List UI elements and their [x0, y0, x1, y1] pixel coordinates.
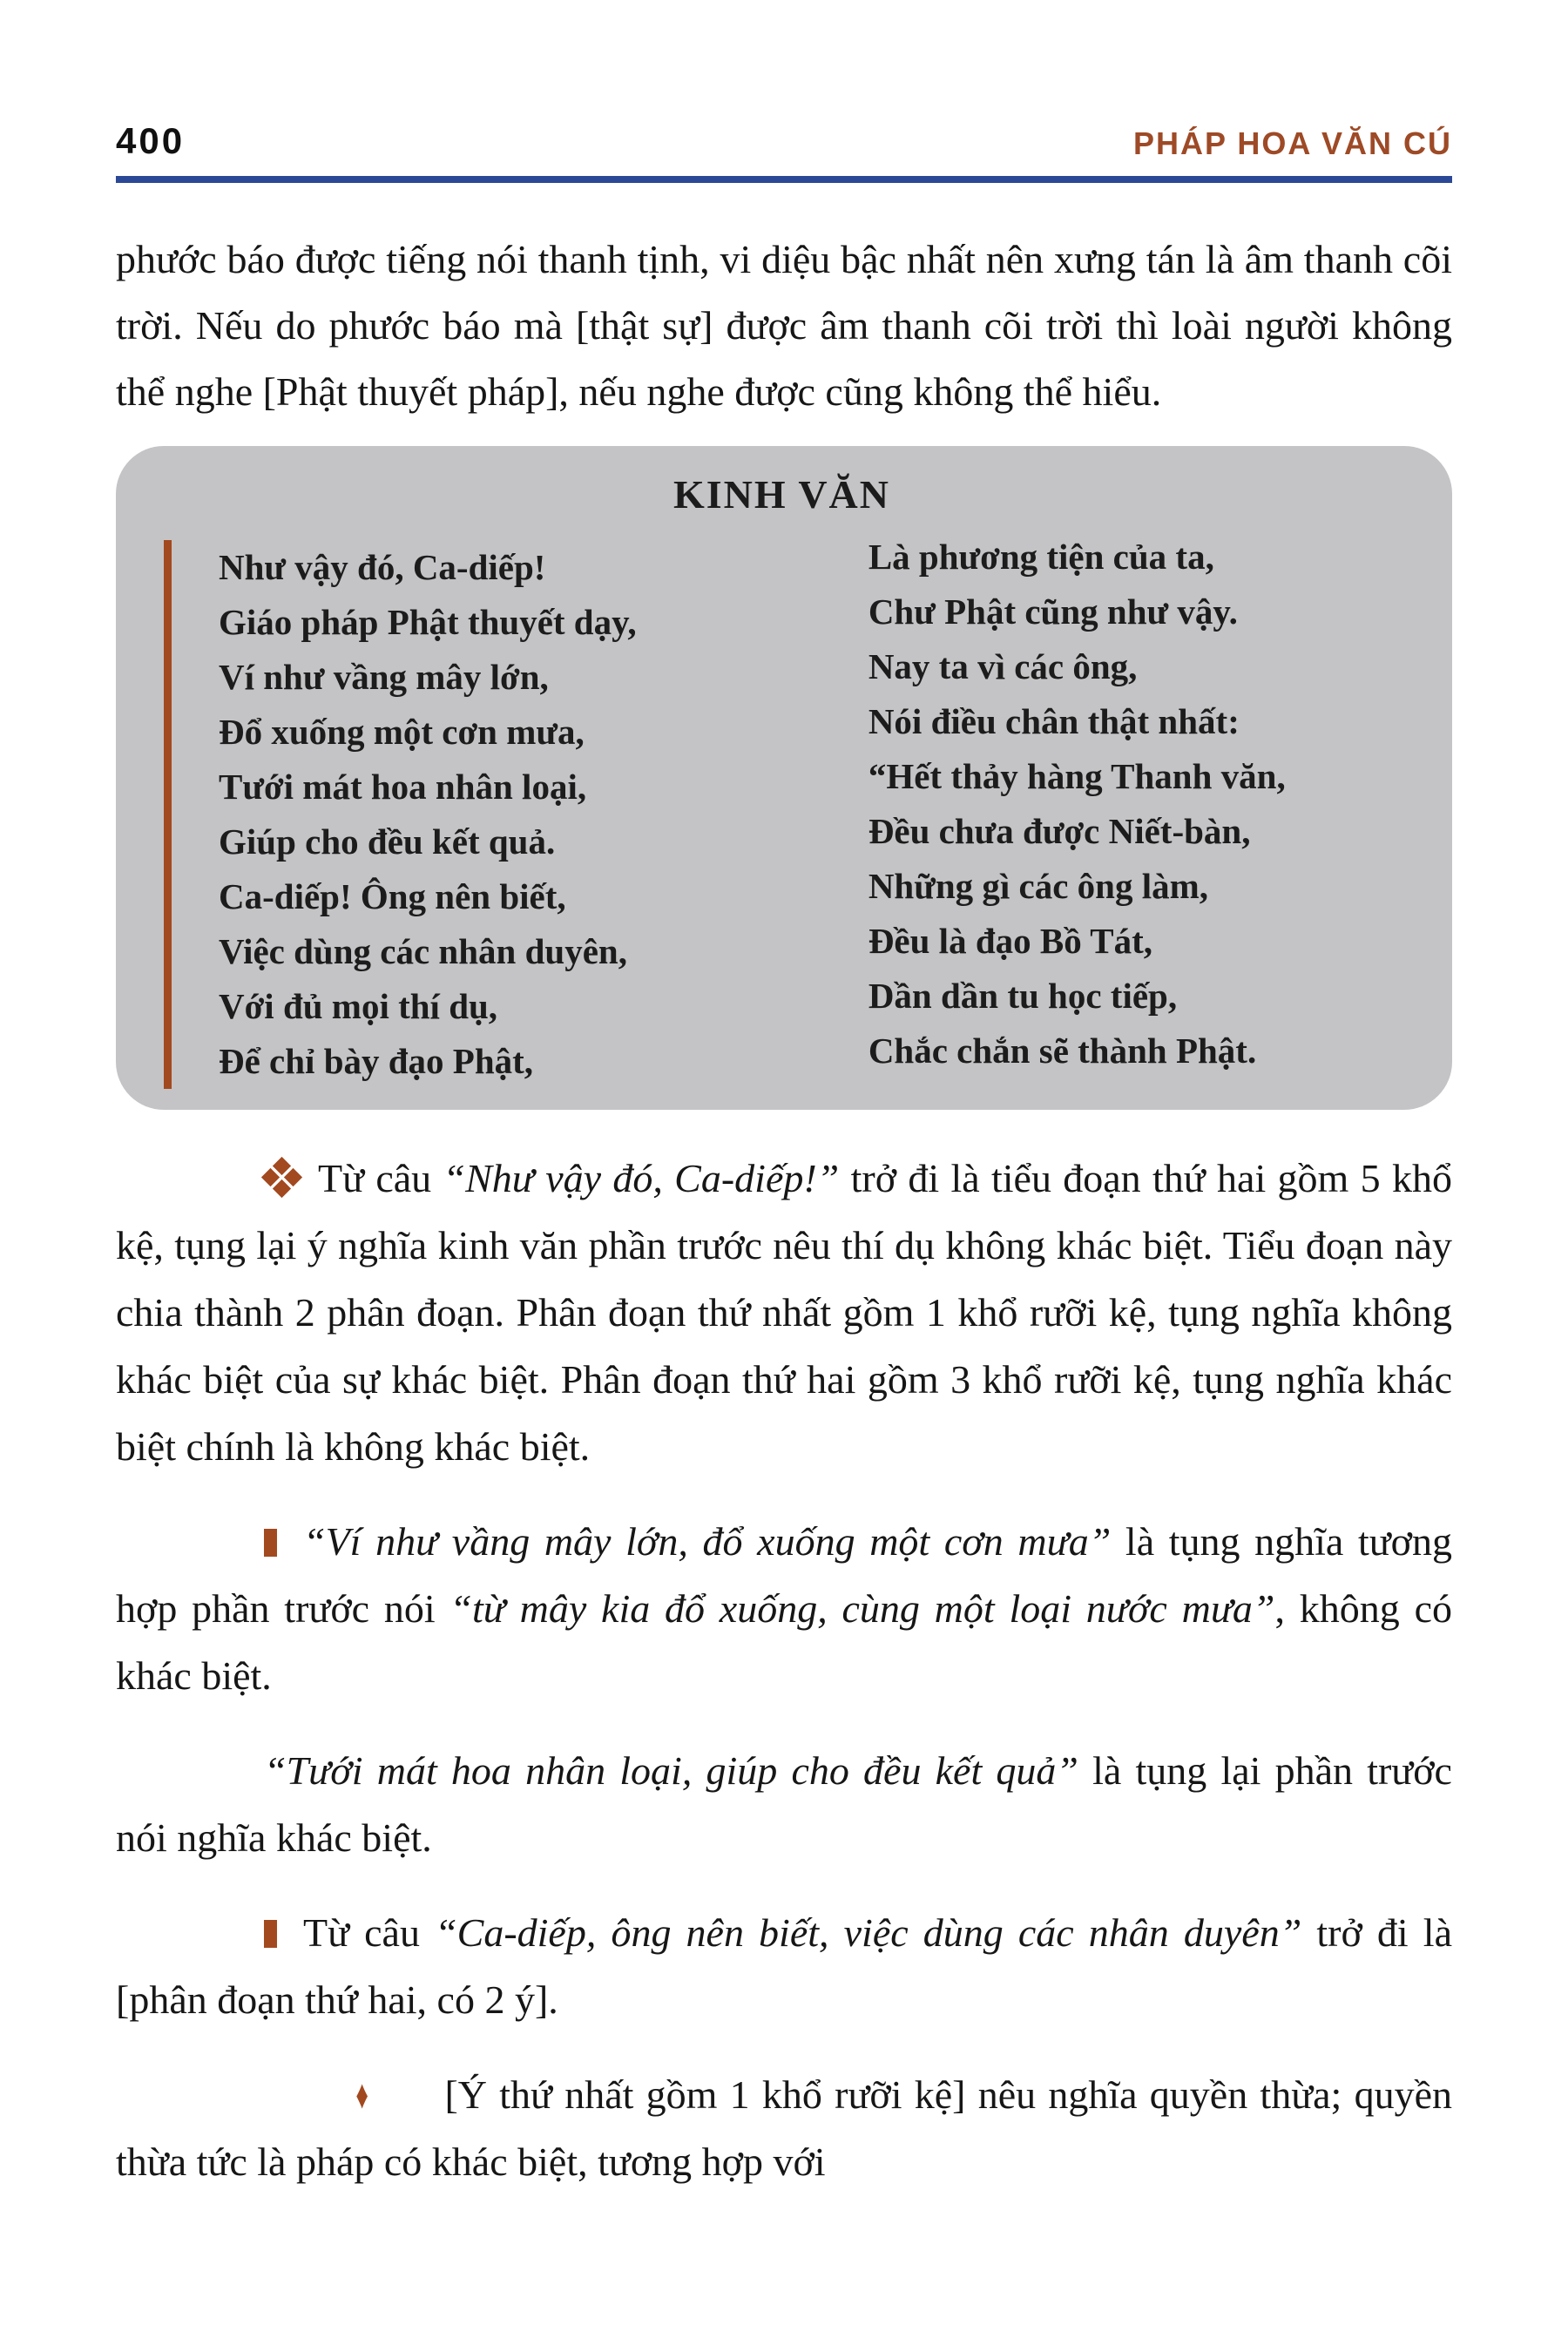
commentary-text: là tụng lại phần trước nói nghĩa khác biệt.	[116, 1748, 1452, 1860]
running-header	[116, 0, 1452, 183]
verse-line: Đều là đạo Bồ Tát,	[868, 921, 1152, 961]
sutra-quote-box	[116, 446, 1452, 1110]
verse-line: Là phương tiện của ta,	[868, 537, 1214, 577]
diamond-bullet-icon: ♦	[355, 2072, 368, 2117]
commentary-paragraph	[116, 1737, 1452, 1871]
page-content	[116, 0, 1452, 2195]
commentary-text: Từ câu	[303, 1910, 436, 1955]
sutra-box-title: KINH VĂN	[672, 472, 890, 517]
verse-line: Tưới mát hoa nhân loại,	[219, 767, 587, 807]
verse-right-lines	[868, 530, 1400, 1089]
commentary-text: trở đi là [phân đoạn thứ hai, có 2 ý].	[116, 1910, 1452, 2022]
commentary-paragraph	[116, 1508, 1452, 1709]
verse-line: Như vậy đó, Ca-diếp!	[219, 547, 546, 587]
square-bullet-icon	[264, 1920, 277, 1948]
commentary-section	[116, 1145, 1452, 2195]
commentary-paragraph	[116, 1899, 1452, 2033]
verse-line: Nói điều chân thật nhất:	[868, 701, 1240, 741]
quoted-italic-text: “từ mây kia đổ xuống, cùng một loại nước mưa”	[449, 1586, 1275, 1631]
four-diamond-bullet-icon	[264, 1159, 301, 1196]
verse-columns	[164, 537, 1400, 1089]
verse-left-lines	[219, 540, 868, 1089]
commentary-text: [Ý thứ nhất gồm 1 khổ rưỡi kệ] nêu nghĩa quyền thừa; quyền thừa tức là pháp có khác biệt, tương hợp với	[116, 2072, 1452, 2184]
verse-line: “Hết thảy hàng Thanh văn,	[868, 756, 1286, 796]
verse-line: Đổ xuống một cơn mưa,	[219, 712, 585, 752]
commentary-text: Từ câu	[318, 1156, 443, 1200]
verse-line: Chư Phật cũng như vậy.	[868, 591, 1238, 632]
commentary-text: là tụng nghĩa tương hợp phần trước nói	[116, 1519, 1452, 1631]
quoted-italic-text: “Như vậy đó, Ca-diếp!”	[443, 1156, 840, 1200]
commentary-text: , không có khác biệt.	[116, 1586, 1453, 1698]
running-title: PHÁP HOA VĂN CÚ	[1132, 125, 1452, 161]
quoted-italic-text: “Tưới mát hoa nhân loại, giúp cho đều kết quả”	[264, 1748, 1078, 1793]
verse-accent-bar	[164, 540, 172, 1089]
page-number: 400	[116, 120, 186, 161]
commentary-text: trở đi là tiểu đoạn thứ hai gồm 5 khổ kệ, tụng lại ý nghĩa kinh văn phần trước nêu thí dụ không khác biệt. Tiểu đoạn này chia thành 2 phân đoạn. Phân đoạn thứ nhất gồm 1 khổ rưỡi kệ, tụng nghĩa không khác biệt của sự khác biệt. Phân đoạn thứ hai gồm 3 khổ rưỡi kệ, tụng nghĩa khác biệt chính là không khác biệt.	[116, 1156, 1452, 1469]
verse-line: Ca-diếp! Ông nên biết,	[219, 876, 566, 916]
quoted-italic-text: “Ca-diếp, ông nên biết, việc dùng các nhân duyên”	[435, 1910, 1302, 1955]
verse-line: Đều chưa được Niết-bàn,	[868, 811, 1251, 851]
verse-line: Dần dần tu học tiếp,	[868, 976, 1178, 1016]
commentary-paragraph	[116, 1145, 1452, 1480]
verse-line: Những gì các ông làm,	[868, 866, 1209, 906]
verse-line: Chắc chắn sẽ thành Phật.	[868, 1031, 1257, 1071]
verse-line: Giáo pháp Phật thuyết dạy,	[219, 602, 637, 642]
verse-line: Để chỉ bày đạo Phật,	[219, 1041, 534, 1081]
square-bullet-icon	[264, 1529, 277, 1557]
verse-line: Nay ta vì các ông,	[868, 646, 1138, 686]
verse-line: Việc dùng các nhân duyên,	[219, 931, 627, 971]
verse-left-column	[164, 540, 868, 1089]
verse-line: Với đủ mọi thí dụ,	[219, 986, 498, 1026]
verse-line: Giúp cho đều kết quả.	[219, 821, 556, 862]
intro-paragraph: phước báo được tiếng nói thanh tịnh, vi diệu bậc nhất nên xưng tán là âm thanh cõi trời. Nếu do phước báo mà [thật sự] được âm thanh cõi trời thì loài người không thể nghe [Phật thuyết pháp], nếu nghe được cũng không thể hiểu.	[116, 237, 1452, 414]
quoted-italic-text: “Ví như vầng mây lớn, đổ xuống một cơn mưa”	[303, 1519, 1112, 1564]
verse-line: Ví như vầng mây lớn,	[219, 657, 549, 697]
commentary-paragraph	[116, 2061, 1452, 2195]
